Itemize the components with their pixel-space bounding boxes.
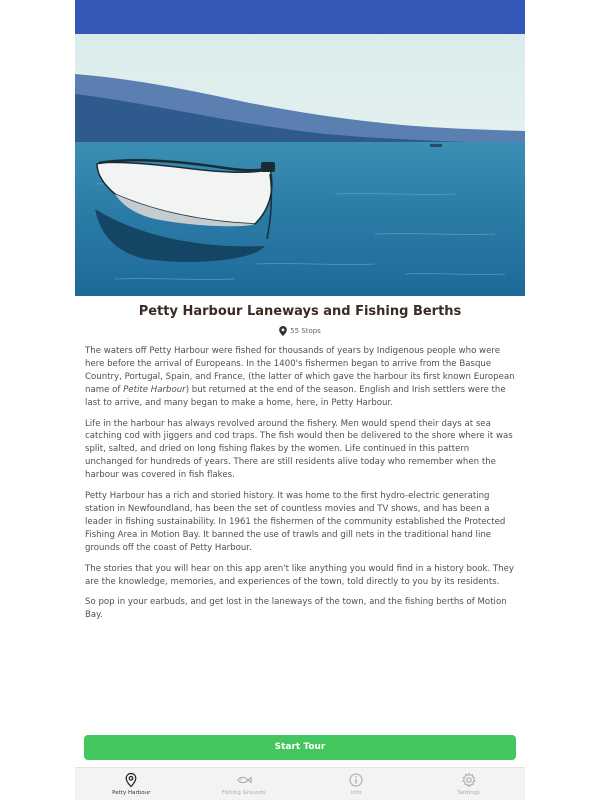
app-screen: [75, 0, 525, 800]
fish-icon: [236, 772, 252, 788]
map-pin-icon: [279, 326, 287, 336]
description-paragraph: The waters off Petty Harbour were fished for thousands of years by Indigenous people who were here before the arrival of Europeans. In the 1400's fishermen began to arrive from the Basque Country, Portugal, Spain, and France, (the latter of which gave the harbour its first known European name of Petite Harbour) but returned at the end of the season. English and Irish settlers were the last to arrive, and many began to make a home, here, in Petty Harbour.: [85, 346, 515, 408]
hero-image: [75, 34, 525, 296]
tab-settings[interactable]: [413, 768, 526, 800]
start-tour-button[interactable]: Start Tour: [84, 735, 516, 760]
info-icon: [348, 772, 364, 788]
description-paragraph: The stories that you will hear on this app aren't like anything you would find in a history book. They are the knowledge, memories, and experiences of the town, told directly to you by its residents.: [85, 563, 515, 587]
tab-label: Petty Harbour: [112, 790, 151, 796]
tab-label: Settings: [457, 790, 481, 796]
stops-count: [75, 326, 525, 336]
tour-title: Petty Harbour Laneways and Fishing Berths: [138, 304, 462, 319]
tab-info[interactable]: [300, 768, 413, 800]
gear-icon: [461, 772, 477, 788]
description-paragraph: Petty Harbour has a rich and storied history. It was home to the first hydro-electric generating station in Newfoundland, has been the set of countless movies and TV shows, and has been a leader in fishing sustainability. In 1961 the fishermen of the community established the Protected Fishing Area in Motion Bay. It banned the use of trawls and gill nets in the traditional hand line grounds off the coast of Petty Harbour.: [85, 491, 506, 553]
tab-label: Info: [351, 790, 362, 796]
tab-fishing-grounds[interactable]: [188, 768, 301, 800]
bottom-tab-bar: [75, 767, 525, 800]
stops-label: 55 Stops: [290, 327, 321, 335]
harbour-boat-illustration: [75, 34, 525, 296]
description-paragraph: So pop in your earbuds, and get lost in the laneways of the town, and the fishing berths of Motion Bay.: [85, 597, 507, 621]
description-paragraph: Life in the harbour has always revolved around the fishery. Men would spend their days at sea catching cod with jiggers and cod traps. The fish would then be delivered to the shore where it was split, salted, and dried on long fishing flakes by the women. Life continued in this pattern unchanged for hundreds of years. There are still residents alive today who remember when the harbour was covered in fish flakes.: [85, 418, 513, 481]
tab-label: Fishing Grounds: [221, 790, 266, 796]
tour-description: [85, 345, 515, 630]
map-pin-icon: [123, 772, 139, 788]
tab-petty-harbour[interactable]: [75, 768, 188, 800]
status-bar: [75, 0, 525, 34]
